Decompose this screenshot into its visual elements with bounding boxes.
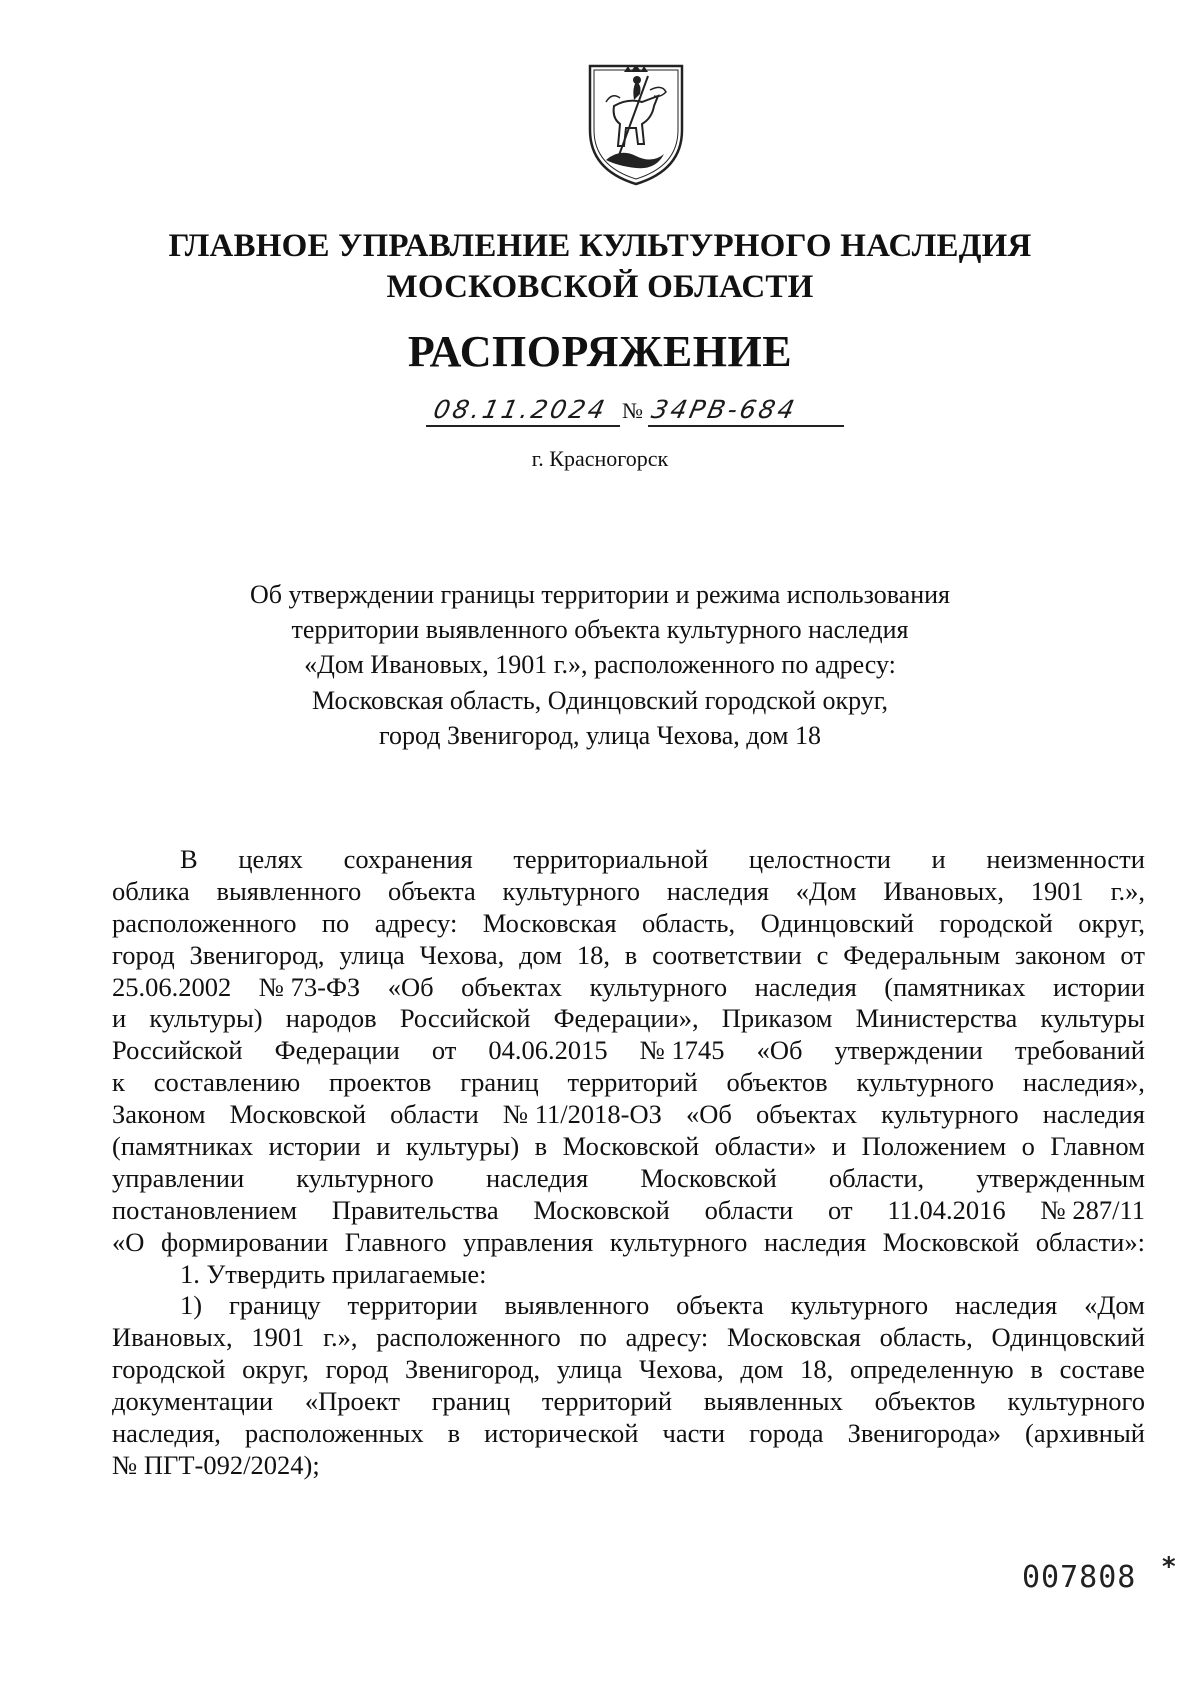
word: № 1745 [639,1035,725,1066]
date-number-line [426,393,846,429]
word: наследия, [112,1418,221,1449]
word: «О [112,1226,145,1257]
word: требований [1014,1035,1145,1066]
document-body [112,844,1145,1482]
word: Московской [882,1226,1020,1257]
word: наследия [485,1162,589,1193]
word: Чехова, [638,1354,724,1385]
word: дом [740,1354,784,1385]
word: соответствии [652,939,802,970]
word: и [931,844,946,874]
word: границ [460,1067,539,1098]
word: наследия», [1022,1067,1145,1098]
word: объектах [756,1099,857,1130]
word: «Дом [795,875,857,906]
word: (памятниках [884,971,1026,1002]
word: проектов [329,1067,432,1098]
word: границу [228,1290,321,1321]
word: области [704,1194,794,1225]
word: В [180,844,198,874]
word: культуры) [149,1003,263,1034]
word: Одинцовский [760,907,914,938]
word: культурного [502,875,640,906]
word: неизменности [986,844,1145,874]
text-line [112,1195,1145,1227]
word: формировании [160,1226,329,1257]
word: 18, [576,939,610,970]
word: г.», [1110,875,1145,906]
word: культурного [790,1290,929,1321]
word: объектах [461,971,563,1002]
word: области» [714,1131,817,1162]
word: Федерации [274,1035,400,1066]
text-line [112,1131,1145,1163]
word: территорий [541,1386,673,1417]
text-line [112,876,1145,908]
text-line [112,908,1145,940]
word: культурного [589,971,728,1002]
text-line [112,1227,1145,1259]
text-line [112,940,1145,972]
word: постановлением [112,1194,297,1225]
word: Российской [399,1003,531,1034]
word: по [579,1322,607,1353]
word: границ [431,1386,511,1417]
word: в [624,939,638,970]
word: в [534,1131,548,1162]
word: выявленных [703,1386,843,1417]
organization-title-line1: ГЛАВНОЕ УПРАВЛЕНИЕ КУЛЬТУРНОГО НАСЛЕДИЯ [168,228,1032,264]
word: Российской [112,1035,243,1066]
word: Ивановых, [883,875,1005,906]
word: утверждении [834,1035,983,1066]
word: территориальной [513,844,709,874]
word: 25.06.2002 [112,971,232,1002]
word: «Об [387,971,434,1002]
word: культуры) [405,1131,520,1162]
word: Московская [482,907,617,938]
word: территорий [567,1067,698,1098]
word: (памятниках [112,1131,254,1162]
word: расположенного [112,907,297,938]
handwritten-date: 08.11.2024 [430,395,611,424]
word: о [1021,1131,1035,1162]
word: Звенигород, [405,1354,541,1385]
word: и [831,1131,847,1162]
word: № 11/2018-ОЗ [502,1099,662,1130]
subject-line: город Звенигород, улица Чехова, дом 18 [379,720,821,750]
word: исторической [484,1418,639,1449]
word: адресу: [625,1322,709,1353]
word: Законом [112,1099,206,1130]
word: наследия [754,971,857,1002]
word: и [376,1131,391,1162]
text-line [112,1163,1145,1195]
word: области [390,1099,479,1130]
text-line [112,1354,1145,1386]
word: в [1030,1354,1043,1385]
word: объекта [676,1290,764,1321]
word: управления [463,1226,594,1257]
serial-number: 007808 [1022,1560,1137,1595]
text-line [112,1067,1145,1099]
word: от [828,1194,853,1225]
word: Московской [640,1162,777,1193]
word: управлении [112,1162,245,1193]
word: наследия [666,875,769,906]
document-subject [0,577,1200,753]
moscow-oblast-coat-of-arms-icon [584,62,688,188]
word: по [321,907,350,938]
text-line [112,1322,1145,1354]
word: культуры [1040,1003,1145,1034]
word: наследия [763,1226,867,1257]
word: выявленного [504,1290,650,1321]
word: от [431,1035,457,1066]
subject-line: «Дом Ивановых, 1901 г.», расположенного по адресу: [304,650,896,680]
word: Звенигород, [189,939,325,970]
subject-line: Об утверждении границы территории и режима использования [250,580,950,609]
word: наследия [1042,1099,1145,1130]
text-line [112,844,1145,876]
word: культурного [881,1099,1019,1130]
word: целях [238,844,303,874]
word: от [1120,939,1145,970]
word: облика [112,875,190,906]
word: 1901 [1030,875,1084,906]
word: Главном [1050,1131,1145,1162]
word: Министерства [855,1003,1018,1034]
word: 1901 [251,1322,305,1353]
word: истории [1052,971,1145,1002]
word: Ивановых, [112,1322,233,1353]
word: округ, [1078,907,1145,938]
word: округ, [242,1354,309,1385]
star-mark: * [1162,1552,1176,1582]
subject-line: территории выявленного объекта культурного наследия [291,615,909,645]
subitem-1-paragraph [112,1290,1145,1449]
word: Главного [344,1226,447,1257]
word: в [447,1418,461,1449]
text-line [112,1099,1145,1131]
word: расположенных [244,1418,424,1449]
word: Чехова, [419,939,505,970]
word: г.», [323,1322,358,1353]
word: Положением [861,1131,1007,1162]
text-line [112,1003,1145,1035]
word: 04.06.2015 [488,1035,608,1066]
text-line [112,1035,1145,1067]
word: город [112,939,175,970]
word: объекта [387,875,476,906]
word: Московской [562,1131,700,1162]
word: 11.04.2016 [887,1194,1006,1225]
word: Звенигорода» [847,1418,1002,1449]
word: сохранения [343,844,473,874]
word: части [662,1418,726,1449]
word: города [749,1418,824,1449]
word: законом [1014,939,1106,970]
word: область, [879,1322,973,1353]
word: с [816,939,829,970]
word: области, [828,1162,925,1193]
word: «Об [756,1035,803,1066]
word: Московской [533,1194,670,1225]
word: утвержденным [976,1162,1145,1193]
item-1: 1. Утвердить прилагаемые: [180,1258,487,1289]
word: документации [112,1386,274,1417]
number-sign: № [622,398,643,423]
word: составе [1059,1354,1145,1385]
word: объектов [726,1067,828,1098]
preamble-paragraph [112,844,1145,1259]
text-line [112,972,1145,1004]
subitem-1-last-line: № ПГТ-092/2024); [112,1449,320,1480]
number-underline [648,425,844,427]
word: Приказом [721,1003,833,1034]
word: городской [112,1354,226,1385]
word: определенную [849,1354,1014,1385]
word: выявленного [216,875,362,906]
word: Правительства [331,1194,499,1225]
word: к [112,1067,125,1098]
text-line [112,1290,1145,1322]
handwritten-number: 34РВ-684 [648,395,800,424]
word: и [112,1003,127,1034]
word: культурного [856,1067,994,1098]
word: расположенного [376,1322,561,1353]
word: составлению [153,1067,301,1098]
word: городской [939,907,1053,938]
document-type-title: РАСПОРЯЖЕНИЕ [407,327,793,376]
word: Одинцовский [991,1322,1145,1353]
word: № 287/11 [1040,1194,1145,1225]
word: Московская [726,1322,861,1353]
subject-line: Московская область, Одинцовский городской округ, [311,685,889,715]
word: (архивный [1025,1418,1145,1449]
word: «Об [686,1099,732,1130]
word: целостности [748,844,891,874]
word: № 73-ФЗ [258,971,361,1002]
word: область, [642,907,736,938]
text-line [112,1386,1145,1418]
word: истории [268,1131,361,1162]
word: «Проект [304,1386,400,1417]
word: 18, [800,1354,834,1385]
word: объектов [874,1386,976,1417]
word: Московской [229,1099,367,1130]
word: дом [519,939,563,970]
word: культурного [609,1226,748,1257]
word: 1) [180,1290,203,1321]
word: наследия [955,1290,1058,1321]
word: улица [556,1354,623,1385]
word: «Дом [1084,1290,1145,1321]
word: области»: [1035,1226,1145,1257]
word: Федеральным [843,939,1001,970]
word: территории [347,1290,478,1321]
word: улица [339,939,405,970]
date-underline [426,425,620,427]
word: Федерации», [553,1003,699,1034]
word: народов [285,1003,377,1034]
organization-title-line2: МОСКОВСКОЙ ОБЛАСТИ [386,269,814,305]
city-line: г. Красногорск [531,446,669,471]
text-line [112,1418,1145,1450]
word: город [325,1354,389,1385]
word: культурного [1007,1386,1145,1417]
word: культурного [296,1162,434,1193]
word: адресу: [374,907,458,938]
